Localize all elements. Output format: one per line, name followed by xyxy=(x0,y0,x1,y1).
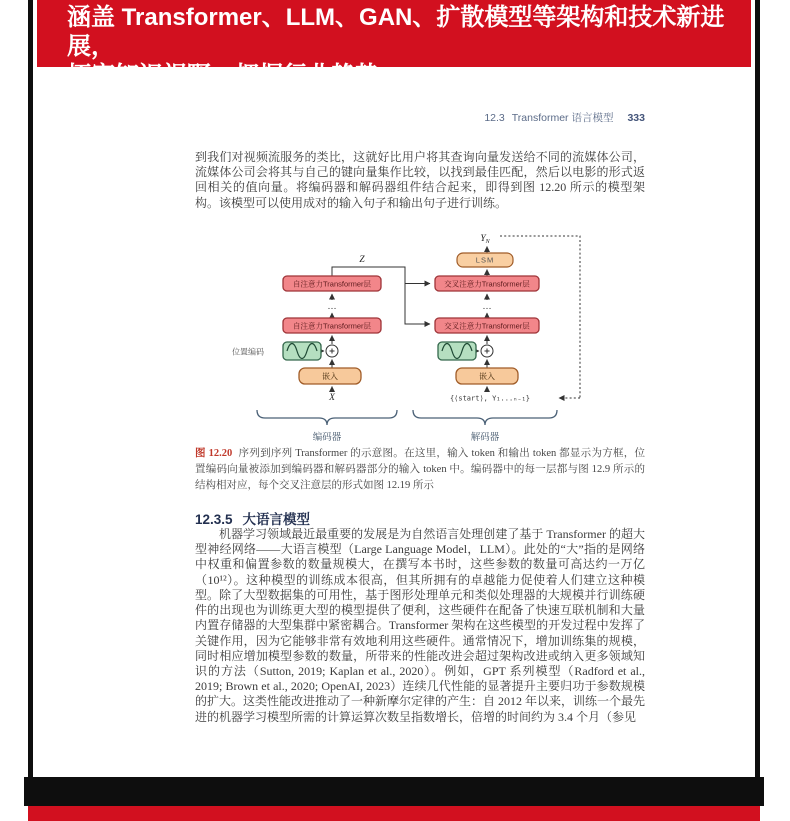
promo-banner xyxy=(37,0,751,67)
encoder-positional-encoding-box xyxy=(283,342,321,360)
start-tokens-label: {⟨start⟩, Y₁...ₙ₋₁} xyxy=(449,394,531,403)
lsm-label: LSM xyxy=(475,255,495,265)
encoder-embed-label: 嵌入 xyxy=(322,372,338,381)
decoder-positional-encoding-box xyxy=(438,342,476,360)
figure-caption xyxy=(195,446,645,494)
promo-banner-line1: 涵盖 Transformer、LLM、GAN、扩散模型等架构和技术新进展， xyxy=(67,4,725,60)
decoder-label: 解码器 xyxy=(470,432,500,443)
encoder-self-attn-label: 自注意力Transformer层 xyxy=(292,279,372,289)
output-var-label: $Y_N$ xyxy=(480,234,490,245)
section-heading-title: 大语言模型 xyxy=(242,512,311,527)
encoder-ellipsis: … xyxy=(327,301,337,311)
figure-12-20-diagram xyxy=(220,228,600,446)
figure-caption-tag: 图 12.20 xyxy=(195,448,233,459)
section-heading-number: 12.3.5 xyxy=(195,512,233,527)
encoder-label: 编码器 xyxy=(312,432,342,443)
section-heading xyxy=(195,508,645,528)
paragraph-llm: 机器学习领域最近最重要的发展是为自然语言处理创建了基于 Transformer 的超大型神经网络——大语言模型（Large Language Model，LLM）。此处的“大”指的是网络中权重和偏置参数的数量规模大，在撰写本书时，这些参数的数量可高达约一万亿（10¹²）。这种模型的训练成本很高，但其所拥有的卓越能力促使着人们建立这种模型。 xyxy=(195,527,645,602)
decoder-cross-attn-label: 交叉注意力Transformer层 xyxy=(444,279,530,289)
running-head xyxy=(195,110,645,125)
encoder-self-attn-label: 自注意力Transformer层 xyxy=(292,321,372,331)
figure-caption-text: 序列到序列 Transformer 的示意图。在这里，输入 token 和输出 token 都显示为方框，位置编码向量被添加到编码器和解码器部分的输入 token 中。编码器中的每一层都与图 12.9 所示的结构相对应，每个交叉注意层的形式如图 12.19 所示 xyxy=(195,448,645,491)
paragraph-scaling: 除了大型数据集的可用性，基于图形处理单元和类似处理器的大规模并行训练硬件的出现也为训练更大型的模型提供了便利，这些硬件在配备了快速互联机制和大量内置存储器的大型集群中紧密耦合。Transformer 架构在这些模型的开发过程中发挥了关键作用，因为它能够非常有效地利用这些硬件。通常情况下，增加训练集的规模，同时相应增加模型参数的数量，所带来的性能改进会超过架构改进或纳入更多领域知识的方法（Sutton, 2019; Kaplan et al., 2020）。例如，GPT 系列模型（Radford et al., 2019; Brown et al., 2020; OpenAI, 2023）连续几代性能的显著提升主要归功于参数规模的扩大。这类性能改进推动了一种新摩尔定律的产生：自 2012 年以来，训练一个最先进的机器学习模型所需的计算运算次数呈指数增长，倍增的时间约为 3.4 个月（参见 xyxy=(195,588,646,724)
page-number: 333 xyxy=(627,112,645,124)
paragraph-intro: 到我们对视频流服务的类比，这就好比用户将其查询向量发送给不同的流媒体公司，流媒体公司会将其与自己的键向量集作比较，以找到最佳匹配，然后以电影的形式返回相关的值向量。将编码器和解码器组件结合起来，即得到图 12.20 所示的模型架构。该模型可以使用成对的输入句子和输出句子进行训练。 xyxy=(195,150,645,210)
encoder-brace xyxy=(257,410,397,425)
frame-border-right xyxy=(755,0,760,806)
section-divider xyxy=(24,777,764,806)
next-banner-edge xyxy=(28,806,760,821)
decoder-cross-attn-label: 交叉注意力Transformer层 xyxy=(444,321,530,331)
running-head-section-title: Transformer 语言模型 xyxy=(511,112,614,124)
positional-encoding-label: 位置编码 xyxy=(232,347,264,357)
book-page xyxy=(33,67,755,777)
input-var-label: X xyxy=(329,393,335,403)
decoder-brace xyxy=(413,410,557,425)
running-head-section-number: 12.3 xyxy=(484,112,505,124)
decoder-embed-label: 嵌入 xyxy=(479,372,495,381)
latent-var-label: Z xyxy=(359,255,365,265)
decoder-ellipsis: … xyxy=(482,301,492,311)
